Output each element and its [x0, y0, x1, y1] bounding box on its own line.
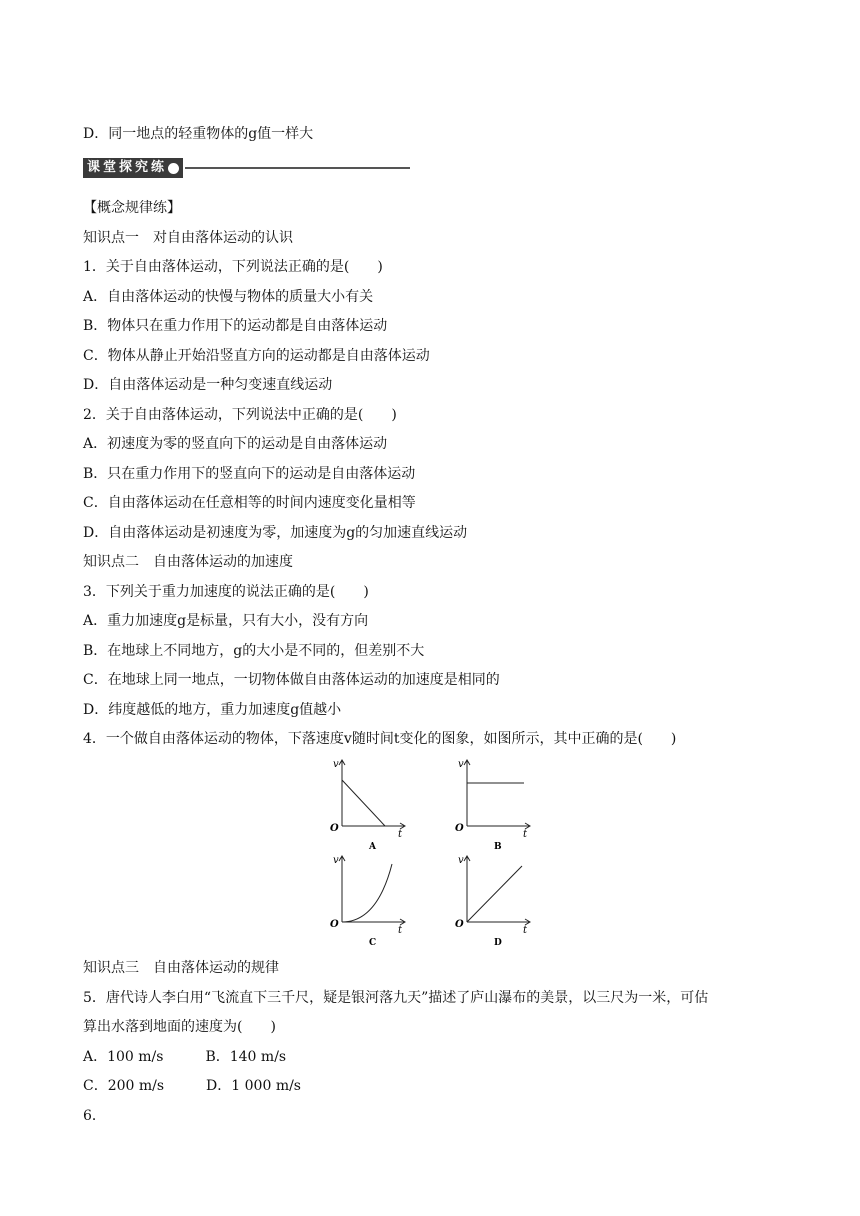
question-2-option-b: B．只在重力作用下的竖直向下的运动是自由落体运动 [83, 466, 416, 482]
question-5-options-ab: A．100 m/s B．140 m/s [83, 1049, 287, 1065]
graph-a [322, 756, 412, 852]
graph-b [452, 756, 542, 852]
graph-c-origin: O [330, 919, 339, 930]
graph-c-t-label: t [398, 925, 403, 936]
question-1-option-c: C．物体从静止开始沿竖直方向的运动都是自由落体运动 [83, 348, 430, 364]
graph-d [452, 852, 542, 948]
question-1-option-b: B．物体只在重力作用下的运动都是自由落体运动 [83, 318, 388, 334]
subsection-heading: 【概念规律练】 [83, 200, 181, 216]
question-1: 1．关于自由落体运动，下列说法正确的是( ) [83, 259, 383, 275]
q0-option-d: D．同一地点的轻重物体的g值一样大 [83, 126, 314, 142]
graph-a-origin: O [330, 823, 339, 834]
question-2: 2．关于自由落体运动，下列说法中正确的是( ) [83, 407, 397, 423]
question-2-option-d: D．自由落体运动是初速度为零，加速度为g的匀加速直线运动 [83, 525, 468, 541]
section-banner-label: 课堂探究练 [87, 160, 168, 175]
section-banner-rule [185, 167, 410, 169]
graph-c [322, 852, 412, 948]
section-banner [83, 158, 410, 178]
question-5-line-1: 5．唐代诗人李白用“飞流直下三千尺，疑是银河落九天”描述了庐山瀑布的美景，以三尺为一米，可估 [83, 990, 709, 1006]
graph-a-caption: A [369, 842, 376, 852]
graph-a-curve [342, 780, 385, 826]
knowledge-point-2: 知识点二 自由落体运动的加速度 [83, 554, 293, 570]
graph-d-curve [467, 866, 522, 922]
question-2-option-c: C．自由落体运动在任意相等的时间内速度变化量相等 [83, 495, 416, 511]
graph-b-origin: O [455, 823, 464, 834]
question-3-option-c: C．在地球上同一地点，一切物体做自由落体运动的加速度是相同的 [83, 672, 500, 688]
question-5-line-2: 算出水落到地面的速度为( ) [83, 1019, 276, 1035]
question-3-option-a: A．重力加速度g是标量，只有大小，没有方向 [83, 613, 369, 629]
question-3-option-d: D．纬度越低的地方，重力加速度g值越小 [83, 702, 342, 718]
graph-d-origin: O [455, 919, 464, 930]
question-1-option-d: D．自由落体运动是一种匀变速直线运动 [83, 377, 333, 393]
graph-a-v-label: v [333, 759, 339, 770]
question-1-option-a: A．自由落体运动的快慢与物体的质量大小有关 [83, 289, 374, 305]
question-4: 4．一个做自由落体运动的物体，下落速度v随时间t变化的图象，如图所示，其中正确的是( ) [83, 731, 677, 747]
graph-c-curve [342, 864, 392, 922]
graph-c-caption: C [369, 938, 377, 948]
question-3: 3．下列关于重力加速度的说法正确的是( ) [83, 584, 369, 600]
knowledge-point-3: 知识点三 自由落体运动的规律 [83, 960, 279, 976]
bullet-dot-icon [168, 163, 179, 174]
graph-d-t-label: t [523, 925, 528, 936]
section-banner-label-box [83, 158, 183, 178]
graph-a-t-label: t [398, 829, 403, 840]
question-6: 6． [83, 1108, 106, 1124]
graph-b-t-label: t [523, 829, 528, 840]
question-5-options-cd: C．200 m/s D．1 000 m/s [83, 1078, 301, 1094]
question-3-option-b: B．在地球上不同地方，g的大小是不同的，但差别不大 [83, 643, 425, 659]
graph-d-v-label: v [458, 855, 464, 866]
graph-d-caption: D [494, 938, 502, 948]
graph-b-v-label: v [458, 759, 464, 770]
question-2-option-a: A．初速度为零的竖直向下的运动是自由落体运动 [83, 436, 388, 452]
graph-b-caption: B [494, 842, 502, 852]
knowledge-point-1: 知识点一 对自由落体运动的认识 [83, 230, 293, 246]
graph-c-v-label: v [333, 855, 339, 866]
